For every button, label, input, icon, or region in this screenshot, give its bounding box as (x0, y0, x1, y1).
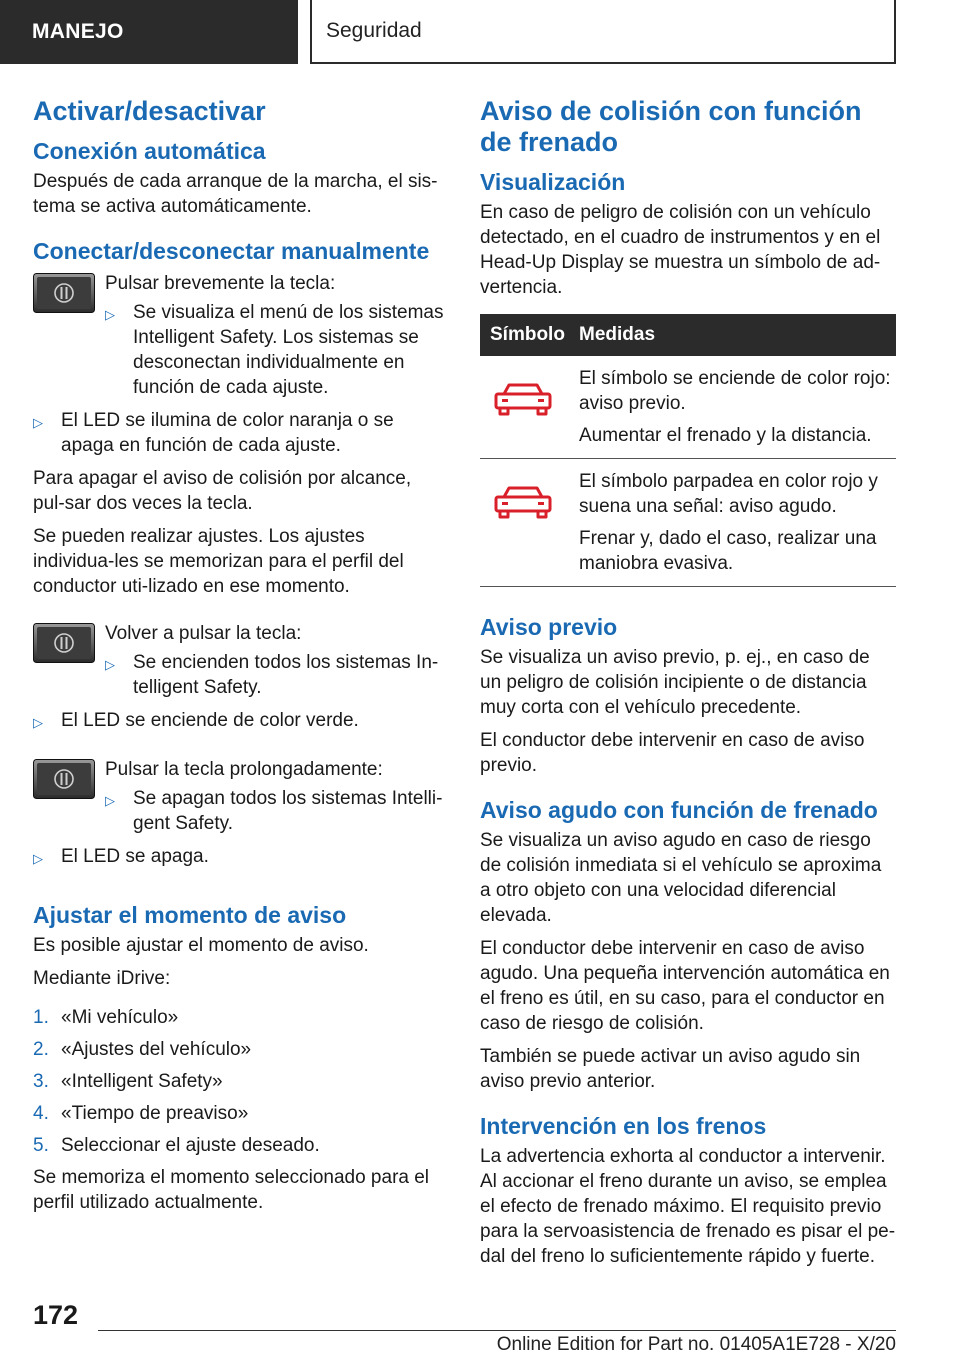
triangle-bullet-icon: ▷ (33, 715, 43, 730)
auto-text: Después de cada arranque de la marcha, el sis-tema se activa automáticamente. (33, 171, 438, 217)
triangle-bullet-icon: ▷ (33, 851, 43, 866)
step-text: «Mi vehículo» (61, 1007, 179, 1028)
symbol-table (480, 314, 896, 587)
header-topic (310, 0, 896, 64)
press-long-block (33, 757, 448, 844)
memorize-text: Se memoriza el momento seleccionado para el perfil utilizado actualmente. (33, 1167, 430, 1213)
step-number: 1. (33, 1007, 49, 1028)
step-text: Seleccionar el ajuste deseado. (61, 1135, 320, 1156)
triangle-bullet-icon: ▷ (105, 793, 115, 808)
brake-text: La advertencia exhorta al conductor a intervenir. Al accionar el freno durante un aviso, se emplea el efecto de frenado máximo. El requisito previo para la servoasistencia de frenado es pisar el pe-dal del freno lo suficientemente rápido y fuerte. (480, 1146, 896, 1267)
list-item (33, 1037, 448, 1062)
table-row (480, 356, 896, 459)
step-number: 2. (33, 1039, 49, 1060)
press-short-block (33, 271, 448, 408)
step-text: «Intelligent Safety» (61, 1071, 223, 1092)
list-item (105, 650, 448, 700)
header-section (0, 0, 298, 64)
idrive-text: Mediante iDrive: (33, 968, 171, 989)
step-text: «Ajustes del vehículo» (61, 1039, 252, 1060)
press-again-block (33, 621, 448, 708)
prewarn-text-2: El conductor debe intervenir en caso de aviso previo. (480, 730, 865, 776)
step-number: 3. (33, 1071, 49, 1092)
header-topic-label: Seguridad (326, 19, 422, 42)
list-item (33, 708, 448, 735)
step-number: 4. (33, 1103, 49, 1124)
acute-text-2: El conductor debe intervenir en caso de aviso agudo. Una pequeña intervención automática en el freno es útil, en su caso, para el conductor en caso de riesgo de colisión. (480, 938, 890, 1034)
brake-heading: Intervención en los frenos (480, 1113, 767, 1139)
car-warning-flashing-icon (490, 481, 556, 521)
press-short-text: Pulsar brevemente la tecla: (105, 273, 336, 294)
triangle-bullet-icon: ▷ (105, 657, 115, 672)
triangle-bullet-icon: ▷ (105, 307, 115, 322)
press-long-item: Se apagan todos los sistemas Intelli-gent Safety. (133, 788, 443, 834)
press-again-item: Se encienden todos los sistemas In-telligent Safety. (133, 652, 439, 698)
left-title: Activar/desactivar (33, 96, 266, 126)
press-long-text: Pulsar la tecla prolongadamente: (105, 759, 383, 780)
list-item (105, 786, 448, 836)
step-number: 5. (33, 1135, 49, 1156)
footer-divider (98, 1330, 896, 1331)
manual-heading: Conectar/desconectar manualmente (33, 238, 430, 264)
acute-heading: Aviso agudo con función de frenado (480, 797, 878, 823)
safety-button-icon (33, 273, 95, 313)
right-column (480, 96, 896, 1277)
row2-line1: El símbolo parpadea en color rojo y suena una señal: aviso agudo. (579, 471, 878, 517)
right-title: Aviso de colisión con función de frenado (480, 96, 862, 157)
table-header-measures: Medidas (579, 314, 896, 356)
list-item (33, 844, 448, 871)
table-row (480, 459, 896, 587)
list-item (33, 1005, 448, 1030)
row1-line1: El símbolo se enciende de color rojo: aviso previo. (579, 368, 891, 414)
turn-off-text: Para apagar el aviso de colisión por alcance, pul-sar dos veces la tecla. (33, 468, 412, 514)
left-column (33, 96, 448, 1223)
footer-edition: Online Edition for Part no. 01405A1E728 - X/20 (496, 1334, 896, 1355)
header-section-label: MANEJO (32, 20, 124, 43)
row1-line2: Aumentar el frenado y la distancia. (579, 425, 872, 446)
list-item (33, 1069, 448, 1094)
prewarn-heading: Aviso previo (480, 614, 618, 640)
adjust-heading: Ajustar el momento de aviso (33, 902, 347, 928)
list-item (33, 408, 448, 458)
page-number: 172 (33, 1300, 79, 1330)
display-heading: Visualización (480, 169, 626, 195)
row2-line2: Frenar y, dado el caso, realizar una maniobra evasiva. (579, 528, 877, 574)
safety-button-icon (33, 759, 95, 799)
led-green-text: El LED se enciende de color verde. (61, 710, 359, 731)
list-item (33, 1101, 448, 1126)
car-warning-red-icon (490, 378, 556, 418)
led-off-text: El LED se apaga. (61, 846, 209, 867)
prewarn-text: Se visualiza un aviso previo, p. ej., en caso de un peligro de colisión incipiente o de distancia muy corta con el vehículo precedente. (480, 647, 870, 718)
acute-text: Se visualiza un aviso agudo en caso de riesgo de colisión inmediata si el vehículo se aproxima a otro objeto con una velocidad diferencial elevada. (480, 830, 882, 926)
led-orange-text: El LED se ilumina de color naranja o se apaga en función de cada ajuste. (61, 410, 394, 456)
adjust-text: Es posible ajustar el momento de aviso. (33, 935, 369, 956)
display-text: En caso de peligro de colisión con un vehículo detectado, en el cuadro de instrumentos y en el Head-Up Display se muestra un símbolo de ad-vertencia. (480, 202, 881, 298)
list-item (105, 300, 448, 400)
settings-text: Se pueden realizar ajustes. Los ajustes individua-les se memorizan para el perfil del conductor uti-lizado en ese momento. (33, 526, 404, 597)
safety-button-icon (33, 623, 95, 663)
acute-text-3: También se puede activar un aviso agudo sin aviso previo anterior. (480, 1046, 861, 1092)
list-item (33, 1133, 448, 1158)
table-header-symbol: Símbolo (480, 314, 579, 356)
press-again-text: Volver a pulsar la tecla: (105, 623, 302, 644)
triangle-bullet-icon: ▷ (33, 415, 43, 430)
step-text: «Tiempo de preaviso» (61, 1103, 249, 1124)
press-short-item: Se visualiza el menú de los sistemas Intelligent Safety. Los sistemas se desconectan individualmente en función de cada ajuste. (133, 302, 444, 398)
auto-heading: Conexión automática (33, 138, 266, 164)
